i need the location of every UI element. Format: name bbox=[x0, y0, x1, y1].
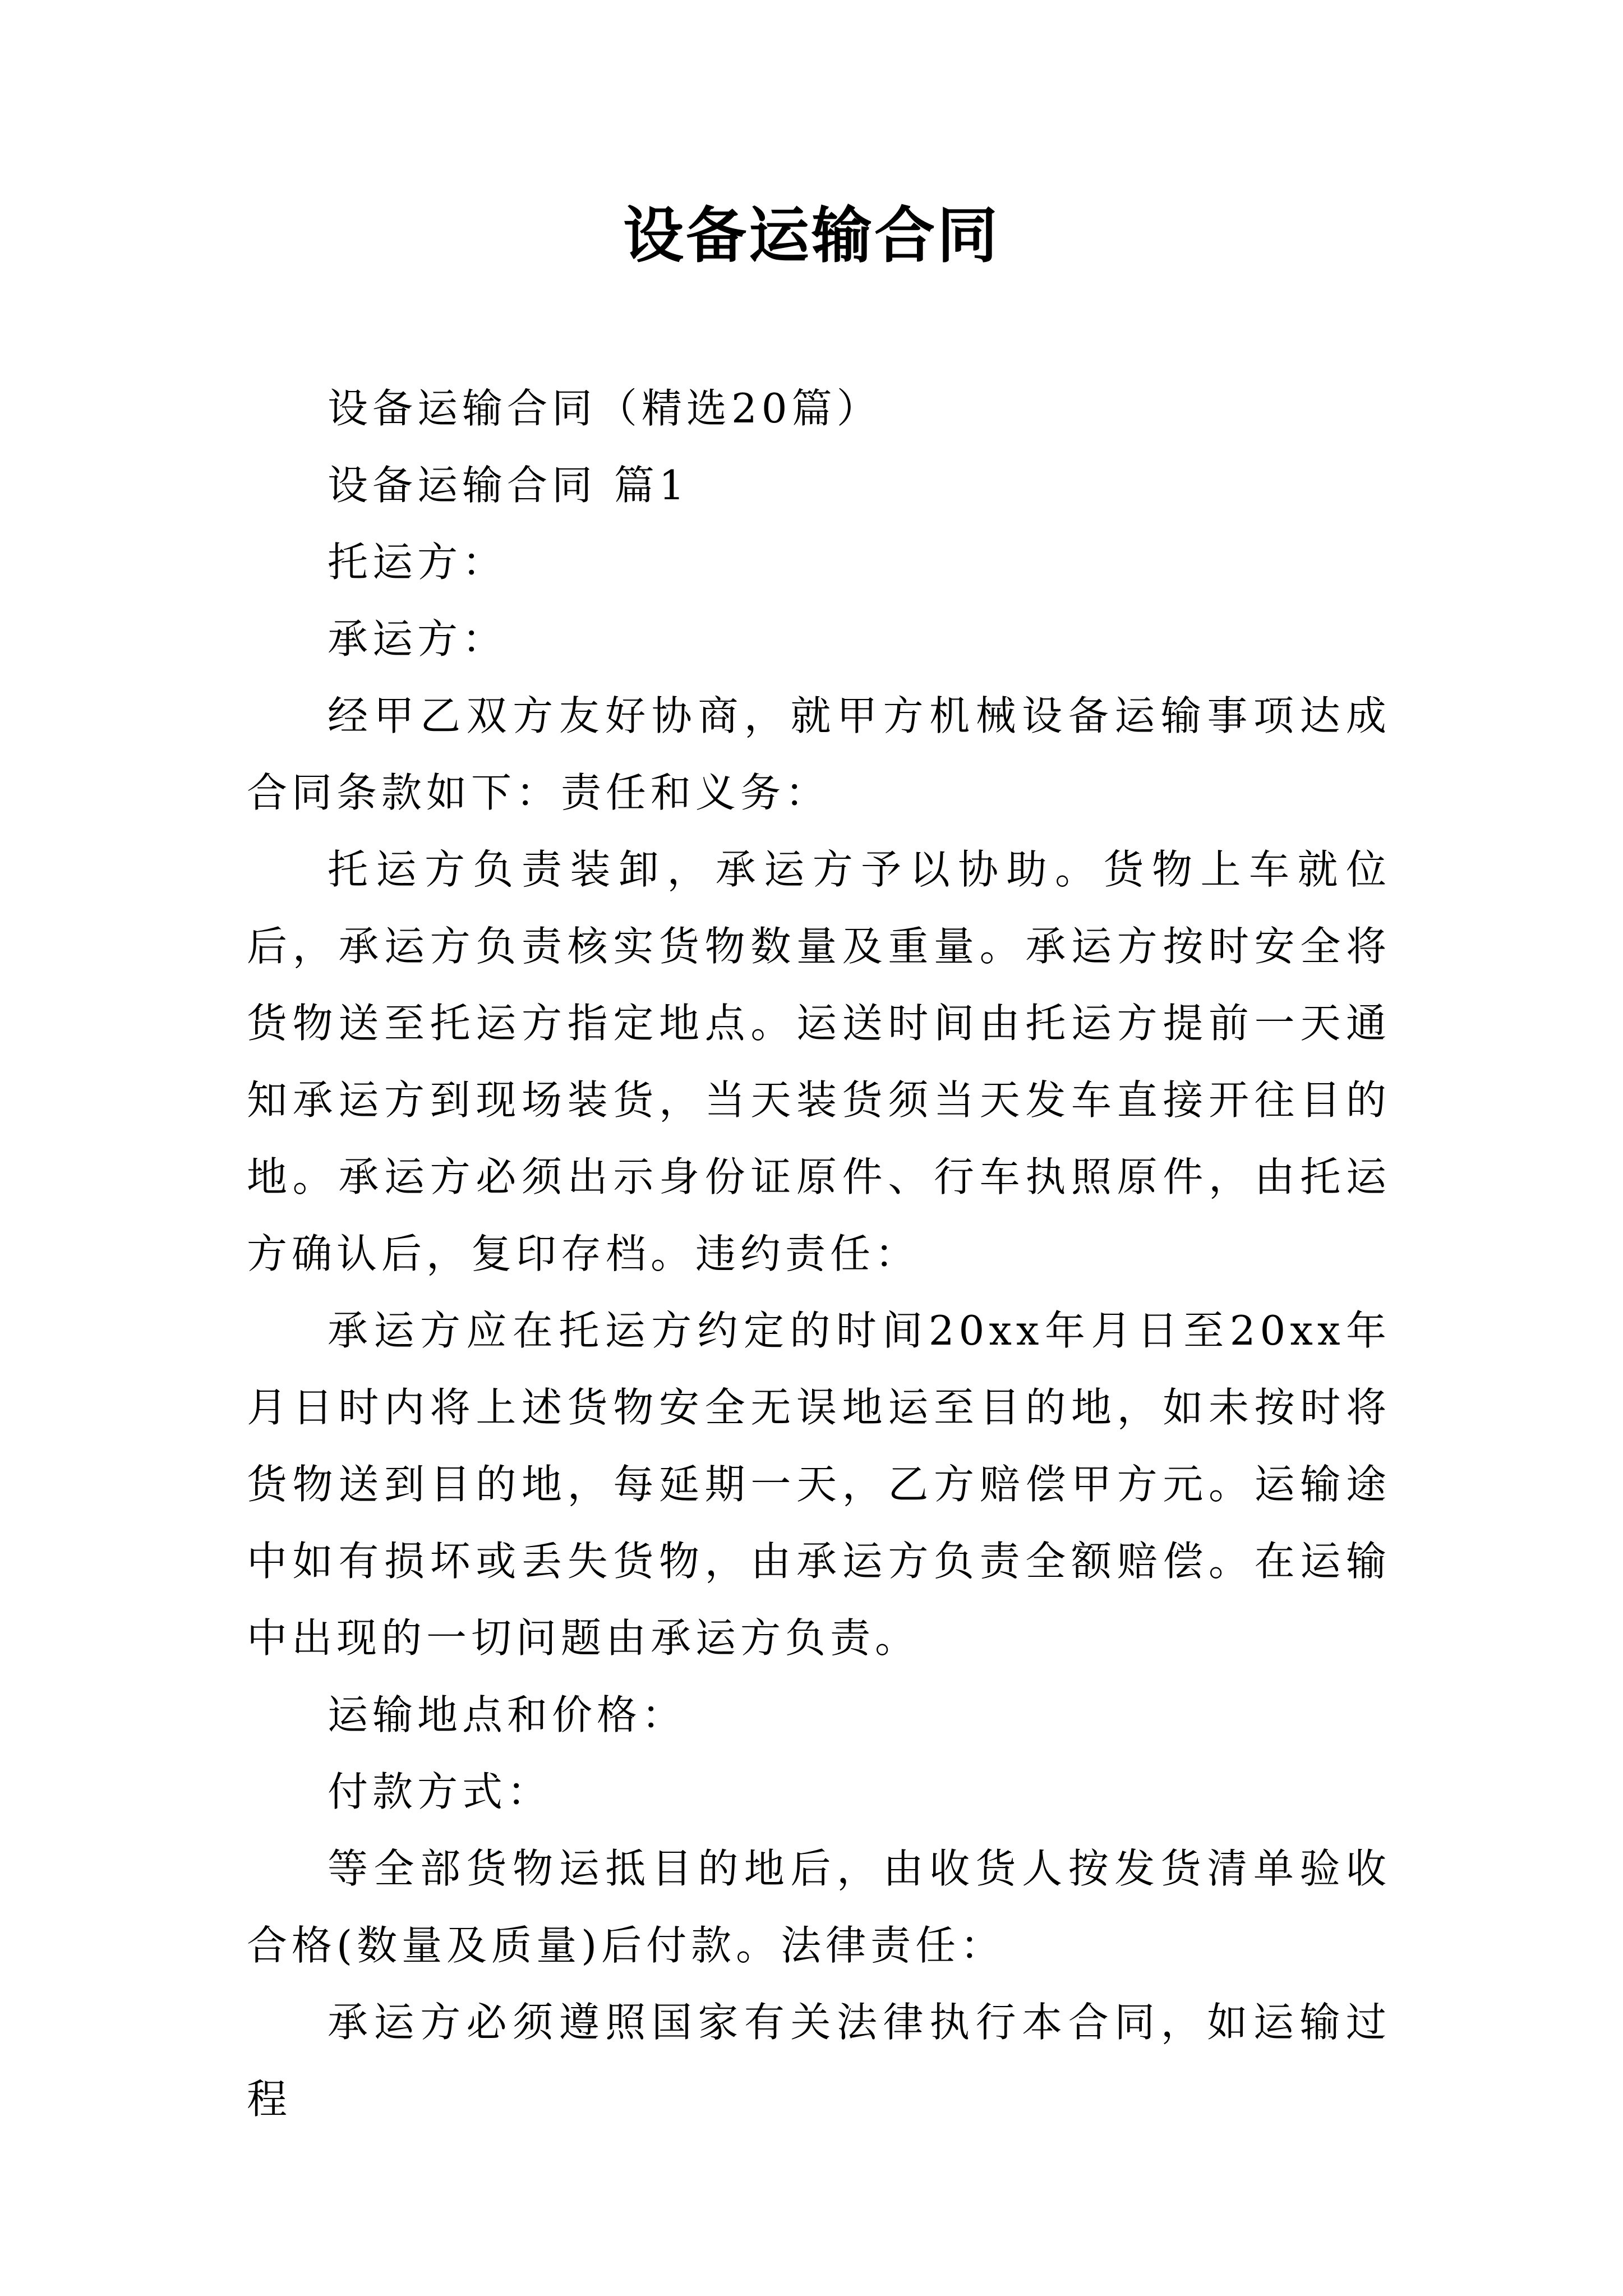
paragraph-subtitle: 设备运输合同（精选20篇） bbox=[328, 385, 882, 432]
paragraph-payment-method: 付款方式： bbox=[328, 1768, 552, 1815]
paragraph-carrier: 承运方： bbox=[328, 615, 508, 662]
paragraph-location-price: 运输地点和价格： bbox=[328, 1691, 687, 1738]
paragraph-section-heading: 设备运输合同 篇1 bbox=[328, 462, 689, 509]
paragraph-duties: 托运方负责装卸，承运方予以协助。货物上车就位后，承运方负责核实货物数量及重量。承运方按时安全将货物送至托运方指定地点。运送时间由托运方提前一天通知承运方到现场装货，当天装货须当天发车直接开往目的地。承运方必须出示身份证原件、行车执照原件，由托运方确认后，复印存档。违约责任： bbox=[247, 846, 1391, 1277]
document-body bbox=[247, 370, 1391, 2138]
paragraph-liability: 承运方应在托运方约定的时间20xx年月日至20xx年月日时内将上述货物安全无误地运至目的地，如未按时将货物送到目的地，每延期一天，乙方赔偿甲方元。运输途中如有损坏或丢失货物，由承运方负责全额赔偿。在运输中出现的一切问题由承运方负责。 bbox=[247, 1307, 1391, 1662]
document-title: 设备运输合同 bbox=[623, 200, 1000, 271]
paragraph-legal: 承运方必须遵照国家有关法律执行本合同，如运输过程 bbox=[247, 1999, 1391, 2123]
paragraph-intro: 经甲乙双方友好协商，就甲方机械设备运输事项达成合同条款如下：责任和义务： bbox=[247, 692, 1391, 816]
paragraph-shipper: 托运方： bbox=[328, 539, 508, 586]
paragraph-payment-terms: 等全部货物运抵目的地后，由收货人按发货清单验收合格(数量及质量)后付款。法律责任： bbox=[247, 1845, 1391, 1969]
